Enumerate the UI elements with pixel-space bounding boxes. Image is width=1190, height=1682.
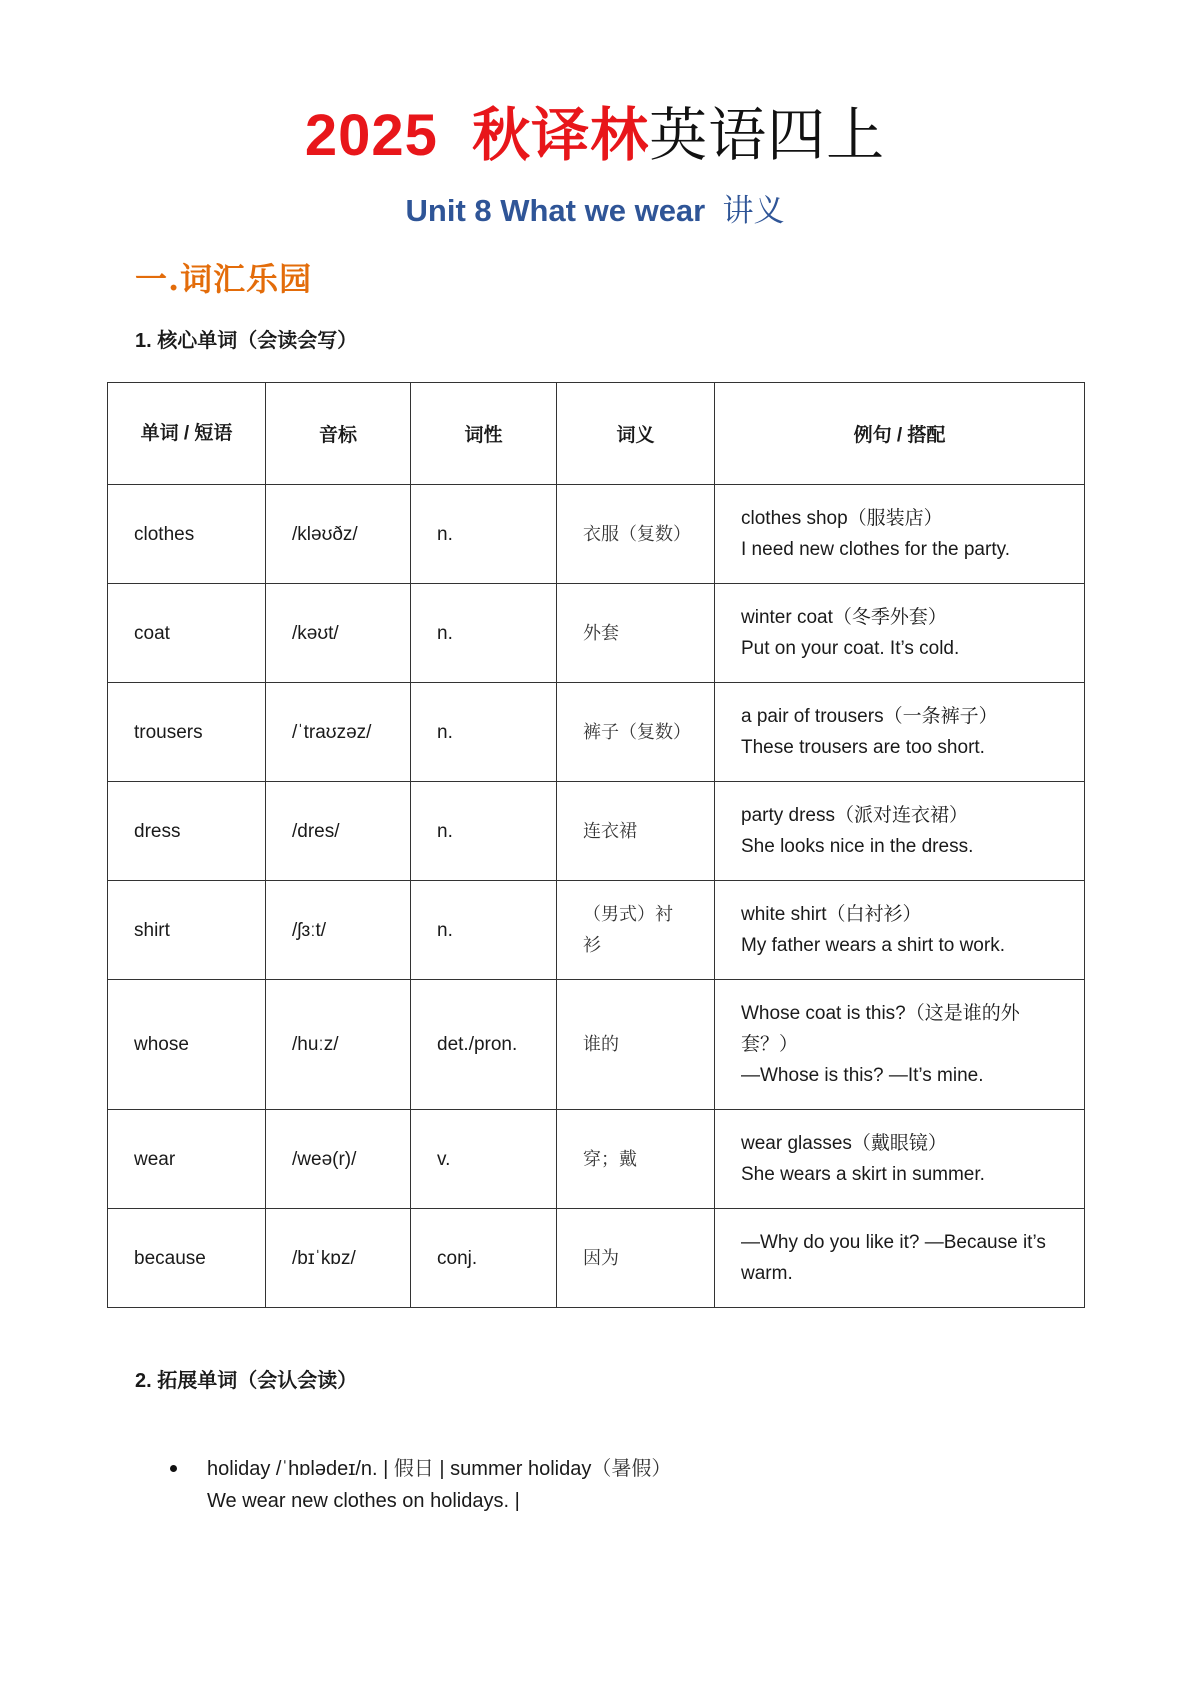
cell-phonetic: /dres/: [266, 782, 411, 881]
table-row: [108, 1110, 1085, 1209]
table-header-row: [108, 383, 1085, 485]
section-heading-vocabulary: 一.词汇乐园: [135, 260, 313, 298]
table-row: [108, 980, 1085, 1110]
vocabulary-table: [107, 382, 1085, 1308]
example-phrase: party dress（派对连衣裙）: [741, 805, 968, 826]
example-sentence: Put on your coat. It’s cold.: [741, 638, 960, 659]
cell-word: wear: [108, 1110, 266, 1209]
cell-meaning: 裤子（复数）: [557, 683, 715, 782]
cell-word: dress: [108, 782, 266, 881]
table-row: [108, 881, 1085, 980]
example-phrase: wear glasses（戴眼镜）: [741, 1133, 947, 1154]
extended-word-entry: holiday /ˈhɒlədeɪ/n. |: [207, 1458, 394, 1480]
extended-word-example: We wear new clothes on holidays. |: [207, 1490, 520, 1512]
header-meaning: 词义: [557, 383, 715, 485]
extended-word-phrase-meaning: （暑假）: [591, 1456, 672, 1480]
example-sentence: My father wears a shirt to work.: [741, 935, 1005, 956]
cell-pos: n.: [411, 881, 557, 980]
example-phrase: white shirt（白衬衫）: [741, 904, 922, 925]
extended-word-list: [170, 1452, 1070, 1517]
cell-meaning: 连衣裙: [557, 782, 715, 881]
extended-word-line: [207, 1452, 1070, 1485]
cell-meaning: 外套: [557, 584, 715, 683]
cell-meaning: 因为: [557, 1209, 715, 1308]
example-sentence: These trousers are too short.: [741, 737, 985, 758]
header-phonetic: 音标: [266, 383, 411, 485]
subheading-core-words: 1. 核心单词（会读会写）: [135, 330, 358, 352]
table-row: [108, 683, 1085, 782]
cell-pos: n.: [411, 683, 557, 782]
cell-phonetic: /bɪˈkɒz/: [266, 1209, 411, 1308]
table-row: [108, 584, 1085, 683]
cell-phonetic: /kləʊðz/: [266, 485, 411, 584]
header-word: 单词 / 短语: [108, 383, 266, 485]
subtitle-english: Unit 8 What we wear: [405, 193, 706, 228]
page-subtitle: [0, 185, 1190, 230]
cell-phonetic: /weə(r)/: [266, 1110, 411, 1209]
cell-phonetic: /ˈtraʊzəz/: [266, 683, 411, 782]
example-sentence: She wears a skirt in summer.: [741, 1164, 985, 1185]
cell-example: [715, 782, 1085, 881]
example-sentence: I need new clothes for the party.: [741, 539, 1010, 560]
cell-phonetic: /huːz/: [266, 980, 411, 1110]
example-sentence: She looks nice in the dress.: [741, 836, 974, 857]
cell-meaning: 衣服（复数）: [557, 485, 715, 584]
cell-phonetic: /kəʊt/: [266, 584, 411, 683]
cell-meaning: 谁的: [557, 980, 715, 1110]
table-row: [108, 782, 1085, 881]
cell-example: [715, 1209, 1085, 1308]
list-item: [170, 1452, 1070, 1517]
cell-pos: n.: [411, 485, 557, 584]
cell-phonetic: /ʃɜːt/: [266, 881, 411, 980]
example-phrase: winter coat（冬季外套）: [741, 607, 947, 628]
title-brand: 秋译林: [472, 103, 650, 168]
cell-meaning: 穿；戴: [557, 1110, 715, 1209]
cell-pos: conj.: [411, 1209, 557, 1308]
cell-pos: n.: [411, 584, 557, 683]
title-year: 2025: [304, 103, 438, 168]
subheading-extended-words: 2. 拓展单词（会认会读）: [135, 1370, 358, 1392]
example-phrase: clothes shop（服装店）: [741, 508, 943, 529]
cell-meaning: （男式）衬衫: [557, 881, 715, 980]
cell-pos: v.: [411, 1110, 557, 1209]
cell-example: [715, 1110, 1085, 1209]
cell-example: [715, 980, 1085, 1110]
page-title: [0, 88, 1190, 172]
table-row: [108, 485, 1085, 584]
subtitle-chinese: 讲义: [722, 193, 785, 229]
cell-pos: n.: [411, 782, 557, 881]
extended-word-phrase: | summer holiday: [433, 1458, 592, 1480]
cell-example: [715, 485, 1085, 584]
cell-word: trousers: [108, 683, 266, 782]
cell-word: coat: [108, 584, 266, 683]
example-phrase: a pair of trousers（一条裤子）: [741, 706, 998, 727]
cell-word: shirt: [108, 881, 266, 980]
example-phrase: Whose coat is this?（这是谁的外套？）: [741, 1003, 1020, 1055]
title-rest: 英语四上: [649, 101, 886, 169]
bullet-icon: [170, 1465, 177, 1472]
cell-example: [715, 584, 1085, 683]
cell-example: [715, 881, 1085, 980]
table-row: [108, 1209, 1085, 1308]
header-example: 例句 / 搭配: [715, 383, 1085, 485]
cell-word: clothes: [108, 485, 266, 584]
extended-word-meaning: 假日: [393, 1456, 434, 1480]
cell-word: because: [108, 1209, 266, 1308]
example-sentence: —Whose is this? —It’s mine.: [741, 1065, 984, 1086]
cell-word: whose: [108, 980, 266, 1110]
example-phrase: —Why do you like it? —Because it’s warm.: [741, 1232, 1046, 1284]
header-part-of-speech: 词性: [411, 383, 557, 485]
cell-pos: det./pron.: [411, 980, 557, 1110]
cell-example: [715, 683, 1085, 782]
